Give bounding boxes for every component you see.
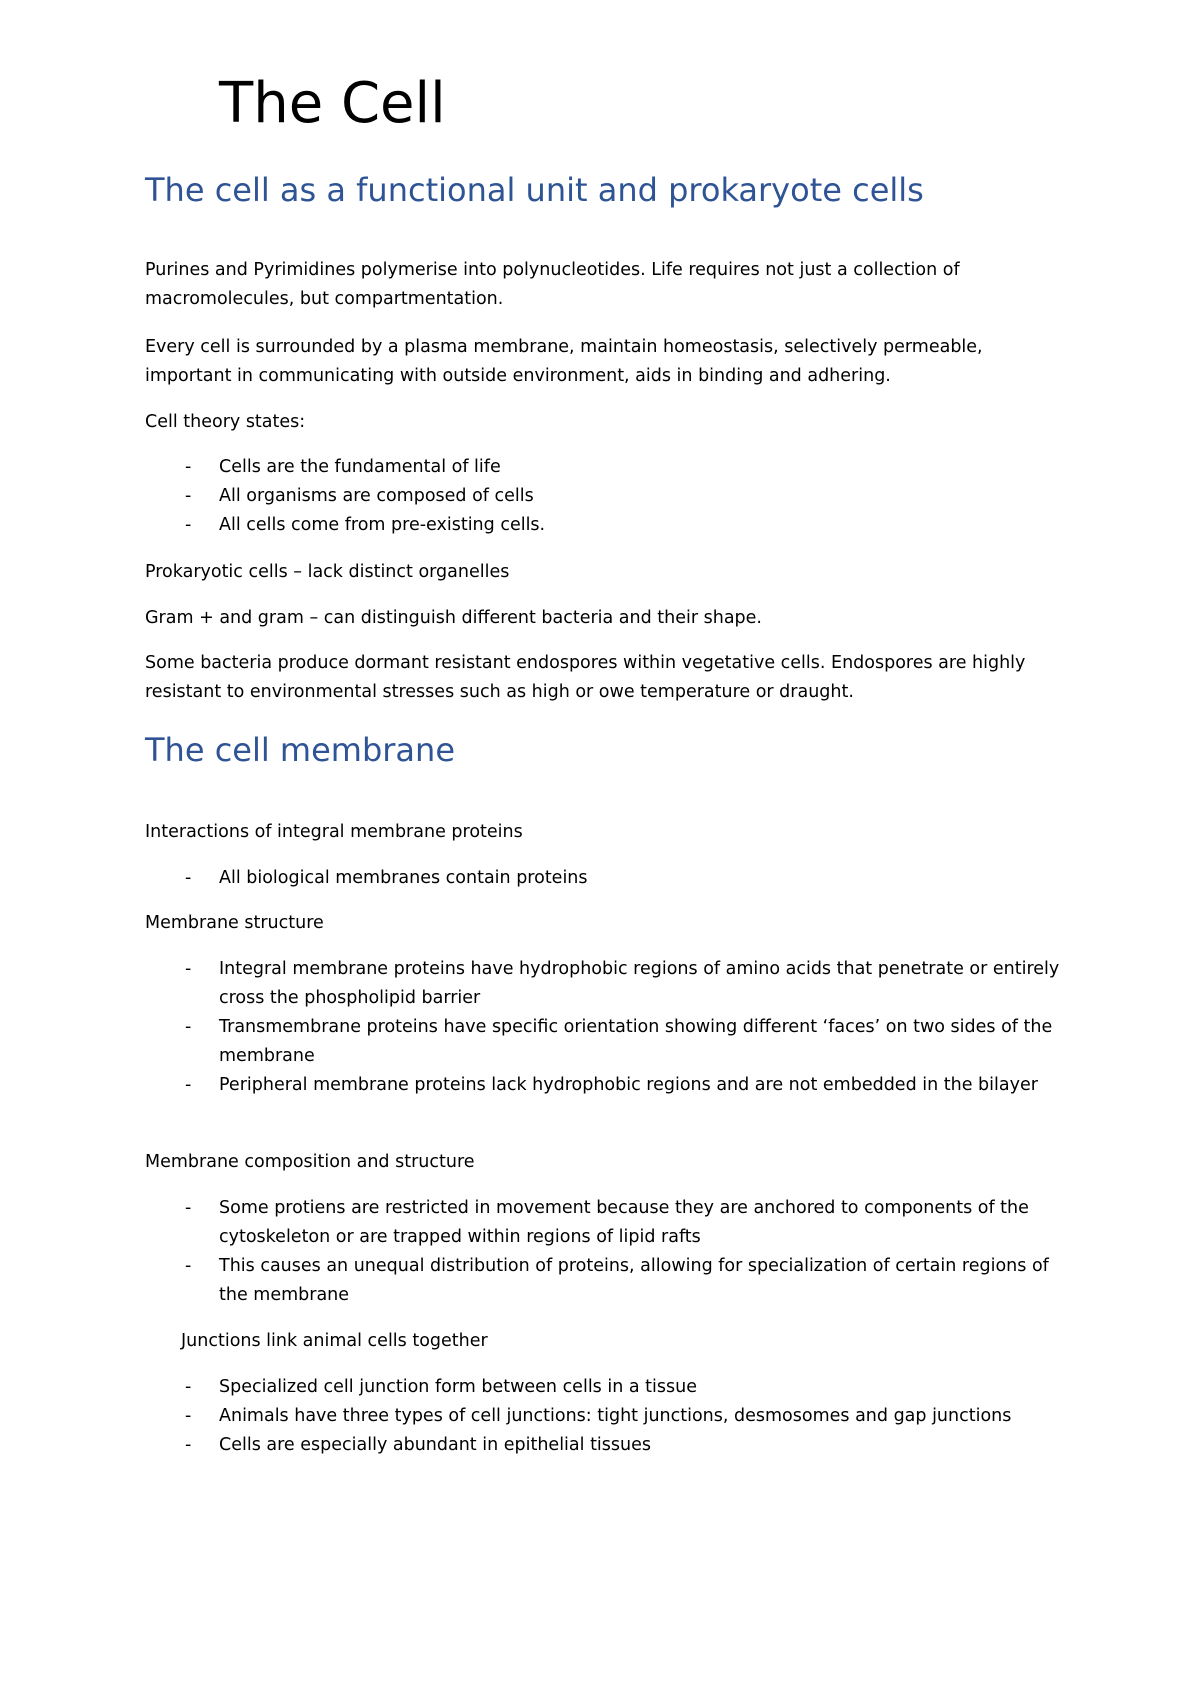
list-item	[145, 511, 1065, 540]
list-item-text: This causes an unequal distribution of proteins, allowing for specialization of certain regions of the membrane	[219, 1256, 1049, 1305]
paragraph-endospores-line1: Some bacteria produce dormant resistant endospores within vegetative cells. Endospores are highly	[145, 653, 1026, 673]
dash-bullet: -	[185, 515, 192, 535]
dash-bullet: -	[185, 959, 192, 979]
list-item	[145, 1431, 1065, 1460]
list-item-text: Specialized cell junction form between cells in a tissue	[219, 1377, 697, 1397]
dash-bullet: -	[185, 1075, 192, 1095]
list-item-text: Animals have three types of cell junctions: tight junctions, desmosomes and gap junctions	[219, 1406, 1012, 1426]
dash-bullet: -	[185, 1017, 192, 1037]
membrane-composition-list	[145, 1194, 1065, 1310]
paragraph-purines-line1: Purines and Pyrimidines polymerise into polynucleotides. Life requires not just a collection of	[145, 260, 960, 280]
list-item	[145, 482, 1065, 511]
interactions-list	[145, 864, 1065, 893]
list-item-text: Integral membrane proteins have hydrophobic regions of amino acids that penetrate or entirely cross the phospholipid barrier	[219, 959, 1060, 1008]
list-item	[145, 1013, 1065, 1071]
cell-theory-list	[145, 453, 1065, 540]
paragraph-endospores-line2: resistant to environmental stresses such as high or owe temperature or draught.	[145, 682, 854, 702]
paragraph-plasma-membrane-line2: important in communicating with outside environment, aids in binding and adhering.	[145, 366, 891, 386]
membrane-structure-list	[145, 955, 1065, 1100]
section-heading-functional-unit: The cell as a functional unit and prokaryote cells	[145, 171, 924, 209]
list-item	[145, 955, 1065, 1013]
section-heading-cell-membrane: The cell membrane	[145, 731, 455, 769]
interactions-label: Interactions of integral membrane proteins	[145, 822, 523, 842]
list-item-text: All cells come from pre-existing cells.	[219, 515, 546, 535]
list-item-text: Transmembrane proteins have specific orientation showing different ‘faces’ on two sides of the membrane	[219, 1017, 1053, 1066]
dash-bullet: -	[185, 1377, 192, 1397]
membrane-structure-label: Membrane structure	[145, 913, 324, 933]
list-item	[145, 1252, 1065, 1310]
list-item-text: All organisms are composed of cells	[219, 486, 534, 506]
dash-bullet: -	[185, 1406, 192, 1426]
list-item	[145, 1373, 1065, 1402]
dash-bullet: -	[185, 1435, 192, 1455]
list-item-text: Some protiens are restricted in movement because they are anchored to components of the cytoskeleton or are trapped within regions of lipid rafts	[219, 1198, 1029, 1247]
paragraph-prokaryotic: Prokaryotic cells – lack distinct organelles	[145, 562, 510, 582]
list-item	[145, 864, 1065, 893]
dash-bullet: -	[185, 1198, 192, 1218]
dash-bullet: -	[185, 457, 192, 477]
list-item-text: Cells are especially abundant in epithelial tissues	[219, 1435, 652, 1455]
dash-bullet: -	[185, 486, 192, 506]
list-item	[145, 1071, 1065, 1100]
list-item	[145, 1402, 1065, 1431]
list-item	[145, 1194, 1065, 1252]
membrane-composition-label: Membrane composition and structure	[145, 1152, 475, 1172]
list-item-text: Cells are the fundamental of life	[219, 457, 501, 477]
cell-theory-intro: Cell theory states:	[145, 412, 306, 432]
list-item-text: Peripheral membrane proteins lack hydrophobic regions and are not embedded in the bilayer	[219, 1075, 1038, 1095]
dash-bullet: -	[185, 1256, 192, 1276]
page-title: The Cell	[219, 71, 446, 136]
dash-bullet: -	[185, 868, 192, 888]
junctions-list	[145, 1373, 1065, 1460]
list-item-text: All biological membranes contain proteins	[219, 868, 588, 888]
list-item	[145, 453, 1065, 482]
paragraph-gram: Gram + and gram – can distinguish different bacteria and their shape.	[145, 608, 762, 628]
junctions-label: Junctions link animal cells together	[181, 1331, 488, 1351]
paragraph-purines-line2: macromolecules, but compartmentation.	[145, 289, 504, 309]
paragraph-plasma-membrane-line1: Every cell is surrounded by a plasma membrane, maintain homeostasis, selectively permeable,	[145, 337, 983, 357]
